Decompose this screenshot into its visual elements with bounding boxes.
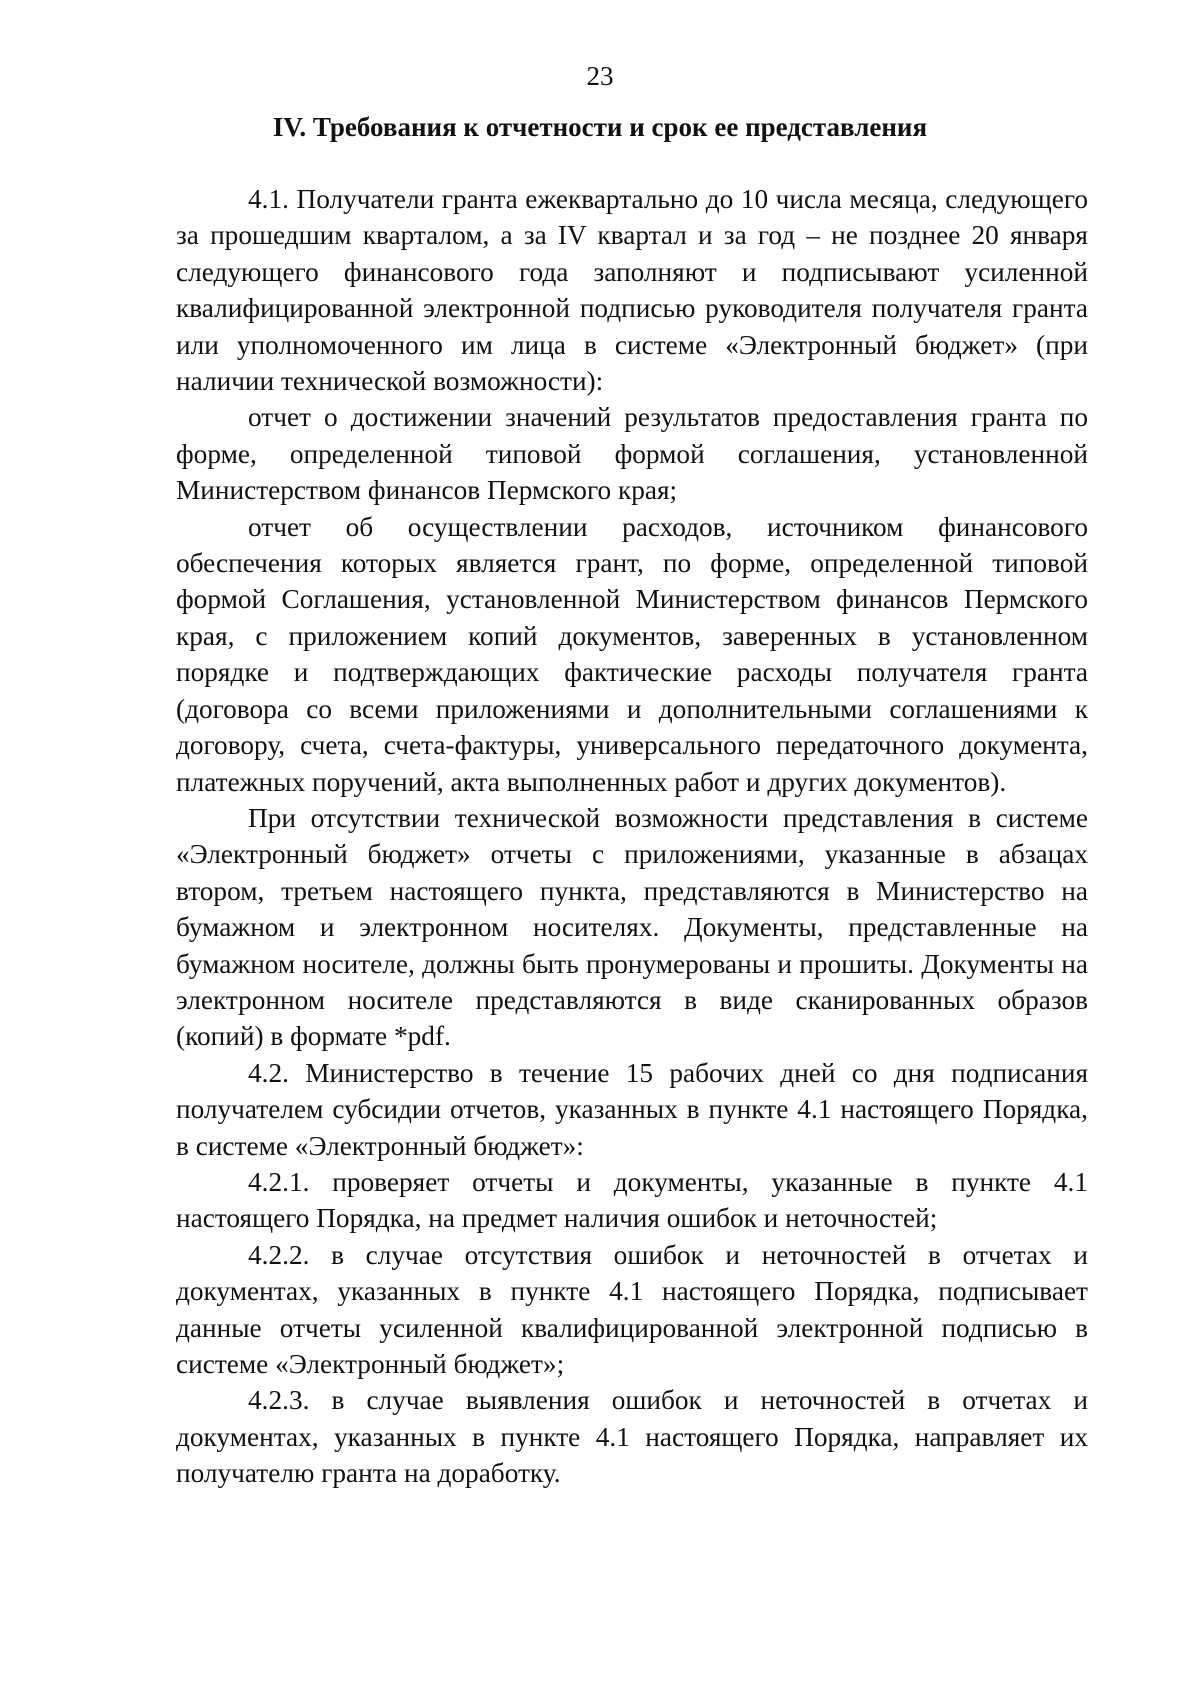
section-title: IV. Требования к отчетности и срок ее представления [272,112,928,142]
paragraph-no-technical-possibility: При отсутствии технической возможности представления в системе «Электронный бюджет» отчеты с приложениями, указанные в абзацах втором, третьем настоящего пункта, представляются в Министерство на бумажном и электронном носителях. Документы, представленные на бумажном носителе, должны быть пронумерованы и прошиты. Документы на электронном носителе представляются в виде сканированных образов (копий) в формате *pdf. [176,802,1088,1052]
paragraph-results-report: отчет о достижении значений результатов предоставления гранта по форме, определенной типовой формой соглашения, установленной Министерством финансов Пермского края; [176,402,1088,506]
paragraph-4-2-2: 4.2.2. в случае отсутствия ошибок и неточностей в отчетах и документах, указанных в пункте 4.1 настоящего Порядка, подписывает данные отчеты усиленной квалифицированной электронной подписью в системе «Электронный бюджет»; [176,1239,1088,1379]
page-number: 23 [586,61,614,91]
paragraph-4-1: 4.1. Получатели гранта ежеквартально до 10 числа месяца, следующего за прошедшим кварталом, а за IV квартал и за год – не позднее 20 января следующего финансового года заполняют и подписывают усиленной квалифицированной электронной подписью руководителя получателя гранта или уполномоченного им лица в системе «Электронный бюджет» (при наличии технической возможности): [176,184,1088,397]
paragraph-expenses-report: отчет об осуществлении расходов, источником финансового обеспечения которых является грант, по форме, определенной типовой формой Соглашения, установленной Министерством финансов Пермского края, с приложением копий документов, заверенных в установленном порядке и подтверждающих фактические расходы получателя гранта (договора со всеми приложениями и дополнительными соглашениями к договору, счета, счета-фактуры, универсального передаточного документа, платежных поручений, акта выполненных работ и других документов). [176,511,1088,797]
paragraph-4-2: 4.2. Министерство в течение 15 рабочих дней со дня подписания получателем субсидии отчетов, указанных в пункте 4.1 настоящего Порядка, в системе «Электронный бюджет»: [176,1057,1088,1161]
paragraph-4-2-1: 4.2.1. проверяет отчеты и документы, указанные в пункте 4.1 настоящего Порядка, на предмет наличия ошибок и неточностей; [176,1166,1088,1234]
paragraph-4-2-3: 4.2.3. в случае выявления ошибок и неточностей в отчетах и документах, указанных в пункте 4.1 настоящего Порядка, направляет их получателю гранта на доработку. [176,1385,1088,1489]
document-body [176,181,1088,1492]
